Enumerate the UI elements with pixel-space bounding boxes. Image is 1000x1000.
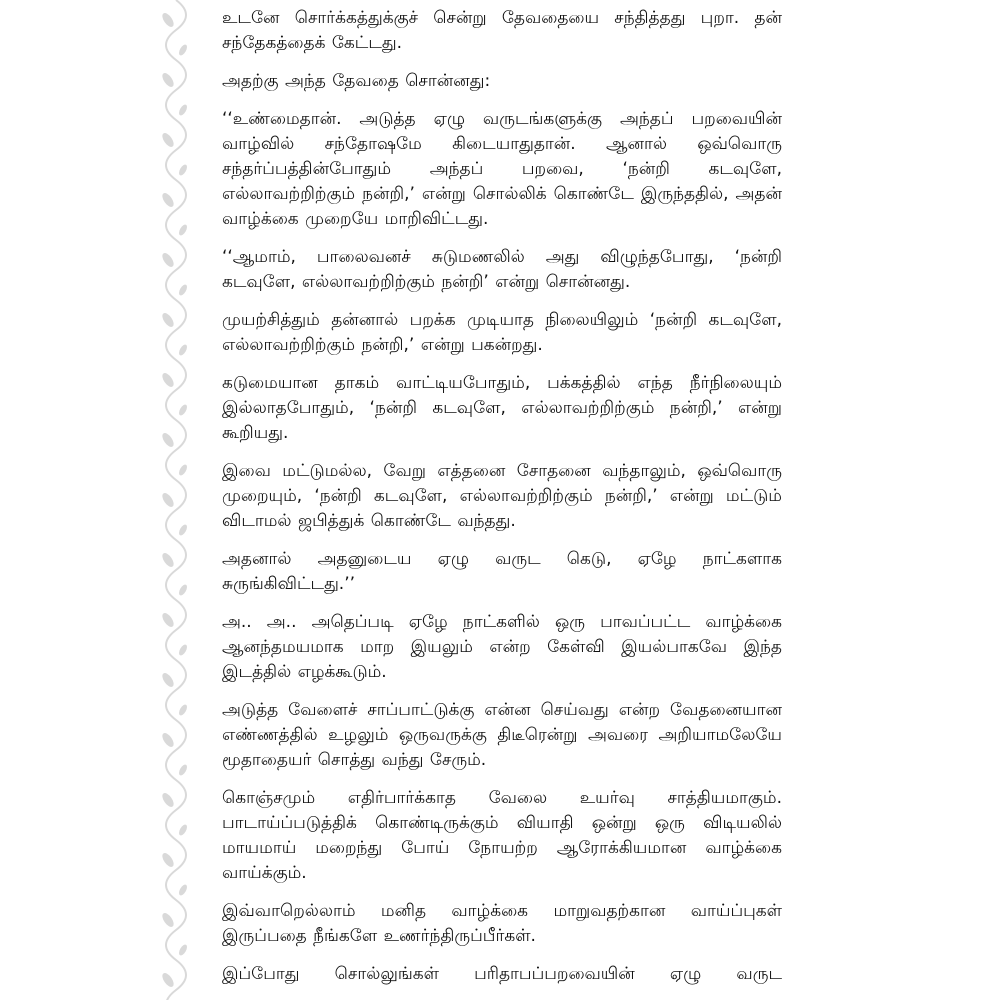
leaf-icon [160, 851, 176, 869]
decorative-border [0, 0, 190, 1000]
leaf-icon [177, 43, 188, 56]
leaf-icon [160, 11, 176, 29]
paragraph: கொஞ்சமும் எதிர்பார்க்காத வேலை உயர்வு சாத்தியமாகும். பாடாய்ப்படுத்திக் கொண்டிருக்கும் வியாதி ஒன்று ஒரு விடியலில் மாயமாய் மறைந்து போய் நோயற்ற ஆரோக்கியமான வாழ்க்கை வாய்க்கும். [222, 788, 782, 883]
leaf-icon [160, 611, 176, 629]
vine-border-icon [0, 0, 190, 1000]
leaf-icon [177, 883, 188, 896]
leaf-icon [177, 583, 188, 596]
leaf-icon [177, 463, 188, 476]
paragraph: கடுமையான தாகம் வாட்டியபோதும், பக்கத்தில் எந்த நீர்நிலையும் இல்லாதபோதும், ‘நன்றி கடவுளே, எல்லாவற்றிற்கும் நன்றி,’ என்று கூறியது. [222, 373, 782, 443]
page-text [222, 6, 782, 1000]
paragraph: அதற்கு அந்த தேவதை சொன்னது: [222, 71, 491, 91]
paragraph: முயற்சித்தும் தன்னால் பறக்க முடியாத நிலையிலும் ‘நன்றி கடவுளே, எல்லாவற்றிற்கும் நன்றி,’ என்று பகன்றது. [222, 310, 782, 355]
leaf-icon [160, 131, 176, 149]
leaf-icon [177, 403, 188, 416]
leaf-icon [177, 763, 188, 776]
leaf-icon [160, 371, 176, 389]
paragraph: அ.. அ.. அதெப்படி ஏழே நாட்களில் ஒரு பாவப்பட்ட வாழ்க்கை ஆனந்தமயமாக மாற இயலும் என்ற கேள்வி இயல்பாகவே இந்த இடத்தில் எழக்கூடும். [222, 612, 782, 682]
leaf-icon [177, 643, 188, 656]
paragraph: அதனால் அதனுடைய ஏழு வருட கெடு, ஏழே நாட்களாக சுருங்கிவிட்டது.’’ [222, 549, 782, 594]
leaf-icon [160, 911, 176, 929]
paragraph: உடனே சொர்க்கத்துக்குச் சென்று தேவதையை சந்தித்தது புறா. தன் சந்தேகத்தைக் கேட்டது. [222, 8, 782, 53]
leaf-icon [177, 163, 188, 176]
leaf-icon [160, 431, 176, 449]
leaf-icon [160, 491, 176, 509]
leaf-icon [177, 283, 188, 296]
paragraph: ‘‘உண்மைதான். அடுத்த ஏழு வருடங்களுக்கு அந்தப் பறவையின் வாழ்வில் சந்தோஷமே கிடையாதுதான். ஆனால் ஒவ்வொரு சந்தர்ப்பத்தின்போதும் அந்தப் பறவை, ‘நன்றி கடவுளே, எல்லாவற்றிற்கும் நன்றி,’ என்று சொல்லிக் கொண்டே இருந்ததில், அதன் வாழ்க்கை முறையே மாறிவிட்டது. [222, 109, 782, 229]
leaf-icon [177, 223, 188, 236]
leaf-icon [160, 671, 176, 689]
leaf-icon [160, 71, 176, 89]
paragraph: அடுத்த வேளைச் சாப்பாட்டுக்கு என்ன செய்வது என்ற வேதனையான எண்ணத்தில் உழலும் ஒருவருக்கு திடீரென்று அவரை அறியாமலேயே மூதாதையர் சொத்து வந்து சேரும். [222, 700, 782, 770]
leaf-icon [160, 791, 176, 809]
paragraph: இவை மட்டுமல்ல, வேறு எத்தனை சோதனை வந்தாலும், ஒவ்வொரு முறையும், ‘நன்றி கடவுளே, எல்லாவற்றிற்கும் நன்றி,’ என்று மட்டும் விடாமல் ஜபித்துக் கொண்டே வந்தது. [222, 461, 782, 531]
leaf-icon [177, 103, 188, 116]
leaf-icon [177, 343, 188, 356]
leaf-icon [160, 191, 176, 209]
leaf-icon [160, 971, 176, 989]
paragraph: ‘‘ஆமாம், பாலைவனச் சுடுமணலில் அது விழுந்தபோது, ‘நன்றி கடவுளே, எல்லாவற்றிற்கும் நன்றி’ என்று சொன்னது. [222, 247, 782, 292]
leaf-icon [177, 823, 188, 836]
leaf-icon [160, 311, 176, 329]
leaf-icon [160, 251, 176, 269]
leaf-icon [177, 703, 188, 716]
leaf-icon [177, 523, 188, 536]
leaf-icon [160, 731, 176, 749]
paragraph: இவ்வாறெல்லாம் மனித வாழ்க்கை மாறுவதற்கான வாய்ப்புகள் இருப்பதை நீங்களே உணர்ந்திருப்பீர்கள். [222, 901, 782, 946]
leaf-icon [177, 943, 188, 956]
paragraph: இப்போது சொல்லுங்கள் பரிதாபப்பறவையின் ஏழு வருட [222, 964, 782, 984]
leaf-icon [160, 551, 176, 569]
